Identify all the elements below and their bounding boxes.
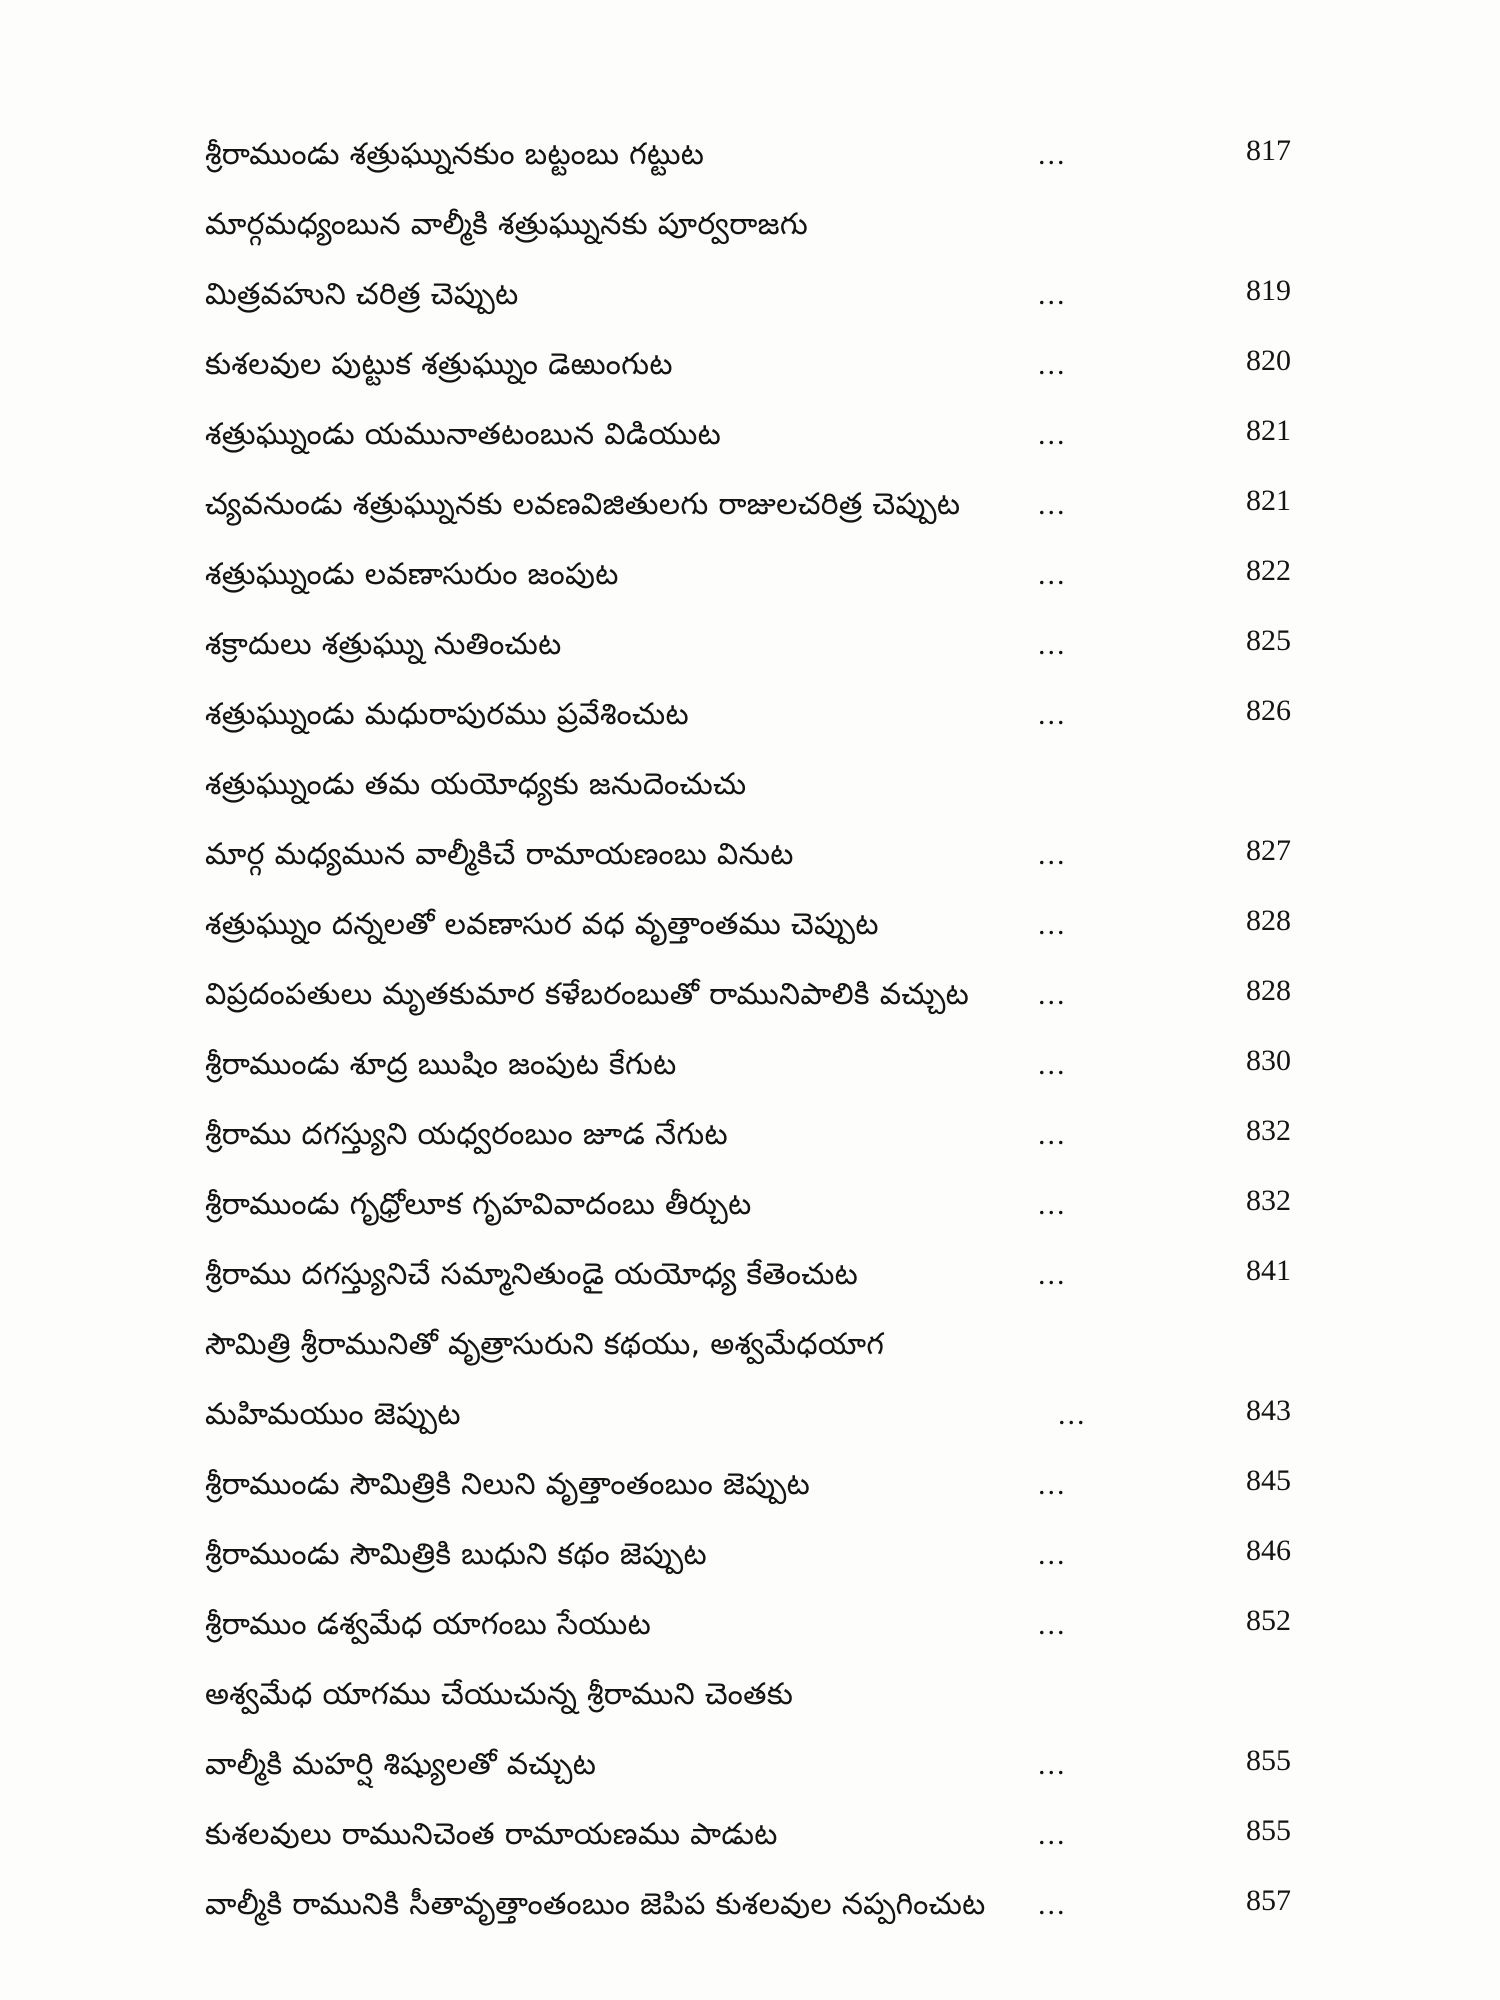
toc-entry-title: శ్రీరాముండు శత్రుఘ్నునకుం బట్టంబు గట్టుట bbox=[205, 137, 705, 172]
toc-entry-title: అశ్వమేధ యాగము చేయుచున్న శ్రీరాముని చెంతకు bbox=[205, 1677, 794, 1712]
toc-page-number: 832 bbox=[1246, 1184, 1291, 1217]
toc-row bbox=[0, 623, 1500, 673]
toc-entry-title: చ్యవనుండు శత్రుఘ్నునకు లవణవిజితులగు రాజులచరిత్ర చెప్పుట bbox=[205, 487, 961, 522]
toc-row bbox=[0, 1113, 1500, 1163]
toc-entry-title: శత్రుఘ్నుండు తమ యయోధ్యకు జనుదెంచుచు bbox=[205, 767, 747, 802]
toc-row bbox=[0, 1673, 1500, 1723]
toc-row bbox=[0, 273, 1500, 323]
toc-row bbox=[0, 833, 1500, 883]
toc-page-number: 845 bbox=[1246, 1464, 1291, 1497]
toc-page-number: 820 bbox=[1246, 344, 1291, 377]
toc-leader-dots: ... bbox=[1038, 698, 1067, 731]
toc-row bbox=[0, 1603, 1500, 1653]
toc-row bbox=[0, 973, 1500, 1023]
toc-row bbox=[0, 1043, 1500, 1093]
toc-row bbox=[0, 1883, 1500, 1933]
toc-row bbox=[0, 1813, 1500, 1863]
toc-entry-title: శత్రుఘ్నుం దన్నలతో లవణాసుర వధ వృత్తాంతము చెప్పుట bbox=[205, 907, 879, 942]
toc-entry-title: శ్రీరాముం డశ్వమేధ యాగంబు సేయుట bbox=[205, 1607, 652, 1642]
toc-entry-title: శక్రాదులు శత్రుఘ్ను నుతించుట bbox=[205, 627, 562, 662]
toc-entry-title: విప్రదంపతులు మృతకుమార కళేబరంబుతో రామునిపాలికి వచ్చుట bbox=[205, 977, 970, 1012]
toc-row bbox=[0, 133, 1500, 183]
toc-entry-title: మిత్రవహుని చరిత్ర చెప్పుట bbox=[205, 277, 519, 312]
toc-leader-dots: ... bbox=[1038, 838, 1067, 871]
toc-entry-title: మార్గ మధ్యమున వాల్మీకిచే రామాయణంబు వినుట bbox=[205, 837, 794, 872]
toc-leader-dots: ... bbox=[1038, 1748, 1067, 1781]
toc-page-number: 830 bbox=[1246, 1044, 1291, 1077]
toc-row bbox=[0, 693, 1500, 743]
toc-page-number: 821 bbox=[1246, 414, 1291, 447]
toc-row bbox=[0, 763, 1500, 813]
toc-page-number: 852 bbox=[1246, 1604, 1291, 1637]
toc-leader-dots: ... bbox=[1038, 908, 1067, 941]
toc-page-number: 846 bbox=[1246, 1534, 1291, 1567]
toc-page-number: 843 bbox=[1246, 1394, 1291, 1427]
toc-entry-title: కుశలవులు రామునిచెంత రామాయణము పాడుట bbox=[205, 1817, 778, 1852]
toc-leader-dots: ... bbox=[1038, 1818, 1067, 1851]
toc-row bbox=[0, 903, 1500, 953]
toc-entry-title: సౌమిత్రి శ్రీరామునితో వృత్రాసురుని కథయు, అశ్వమేధయాగ bbox=[205, 1327, 885, 1362]
toc-row bbox=[0, 1393, 1500, 1443]
toc-row bbox=[0, 1183, 1500, 1233]
toc-leader-dots: ... bbox=[1038, 1048, 1067, 1081]
toc-row bbox=[0, 553, 1500, 603]
toc-page-number: 841 bbox=[1246, 1254, 1291, 1287]
toc-row bbox=[0, 343, 1500, 393]
toc-page-number: 827 bbox=[1246, 834, 1291, 867]
toc-row bbox=[0, 483, 1500, 533]
toc-row bbox=[0, 413, 1500, 463]
toc-row bbox=[0, 1323, 1500, 1373]
toc-entry-title: వాల్మీకి రామునికి సీతావృత్తాంతంబుం జెపిప కుశలవుల నప్పగించుట bbox=[205, 1887, 986, 1922]
toc-page-number: 857 bbox=[1246, 1884, 1291, 1917]
toc-entry-title: మహిమయుం జెప్పుట bbox=[205, 1397, 461, 1432]
toc-entry-title: కుశలవుల పుట్టుక శత్రుఘ్నుం డెఱుంగుట bbox=[205, 347, 673, 382]
toc-leader-dots: ... bbox=[1038, 1538, 1067, 1571]
toc-leader-dots: ... bbox=[1038, 1258, 1067, 1291]
toc-entry-title: మార్గమధ్యంబున వాల్మీకి శత్రుఘ్నునకు పూర్వరాజగు bbox=[205, 207, 809, 242]
toc-entry-title: శ్రీరాముండు సౌమిత్రికి నిలుని వృత్తాంతంబుం జెప్పుట bbox=[205, 1467, 811, 1502]
toc-page-number: 825 bbox=[1246, 624, 1291, 657]
toc-entry-title: శత్రుఘ్నుండు మధురాపురము ప్రవేశించుట bbox=[205, 697, 689, 732]
toc-leader-dots: ... bbox=[1038, 488, 1067, 521]
toc-page-number: 855 bbox=[1246, 1744, 1291, 1777]
toc-leader-dots: ... bbox=[1038, 1118, 1067, 1151]
toc-leader-dots: ... bbox=[1038, 418, 1067, 451]
toc-entry-title: శత్రుఘ్నుండు లవణాసురుం జంపుట bbox=[205, 557, 619, 592]
toc-page-number: 817 bbox=[1246, 134, 1291, 167]
toc-leader-dots: ... bbox=[1038, 1468, 1067, 1501]
toc-page-number: 855 bbox=[1246, 1814, 1291, 1847]
toc-leader-dots: ... bbox=[1038, 138, 1067, 171]
toc-page-number: 828 bbox=[1246, 904, 1291, 937]
toc-leader-dots: ... bbox=[1038, 278, 1067, 311]
toc-page-number: 832 bbox=[1246, 1114, 1291, 1147]
toc-leader-dots: ... bbox=[1058, 1398, 1087, 1431]
toc-row bbox=[0, 1253, 1500, 1303]
toc-leader-dots: ... bbox=[1038, 1188, 1067, 1221]
toc-row bbox=[0, 1533, 1500, 1583]
toc-page-number: 822 bbox=[1246, 554, 1291, 587]
toc-entry-title: శ్రీరాము దగస్త్యుని యధ్వరంబుం జూడ నేగుట bbox=[205, 1117, 728, 1152]
toc-page-number: 821 bbox=[1246, 484, 1291, 517]
toc-row bbox=[0, 1743, 1500, 1793]
toc-leader-dots: ... bbox=[1038, 1888, 1067, 1921]
toc-leader-dots: ... bbox=[1038, 978, 1067, 1011]
toc-row bbox=[0, 203, 1500, 253]
toc-entry-title: శ్రీరాముండు శూద్ర ఋషిం జంపుట కేగుట bbox=[205, 1047, 677, 1082]
toc-entry-title: శ్రీరాముండు గృధ్రోలూక గృహవివాదంబు తీర్చుట bbox=[205, 1187, 752, 1222]
toc-entry-title: శ్రీరాము దగస్త్యునిచే సమ్మానితుండై యయోధ్య కేతెంచుట bbox=[205, 1257, 859, 1292]
toc-page-number: 828 bbox=[1246, 974, 1291, 1007]
toc-entry-title: శ్రీరాముండు సౌమిత్రికి బుధుని కథం జెప్పుట bbox=[205, 1537, 707, 1572]
toc-entry-title: శత్రుఘ్నుండు యమునాతటంబున విడియుట bbox=[205, 417, 722, 452]
toc-leader-dots: ... bbox=[1038, 628, 1067, 661]
toc-entry-title: వాల్మీకి మహర్షి శిష్యులతో వచ్చుట bbox=[205, 1747, 597, 1782]
toc-page-number: 826 bbox=[1246, 694, 1291, 727]
toc-leader-dots: ... bbox=[1038, 1608, 1067, 1641]
toc-leader-dots: ... bbox=[1038, 558, 1067, 591]
toc-row bbox=[0, 1463, 1500, 1513]
toc-page-number: 819 bbox=[1246, 274, 1291, 307]
toc-leader-dots: ... bbox=[1038, 348, 1067, 381]
